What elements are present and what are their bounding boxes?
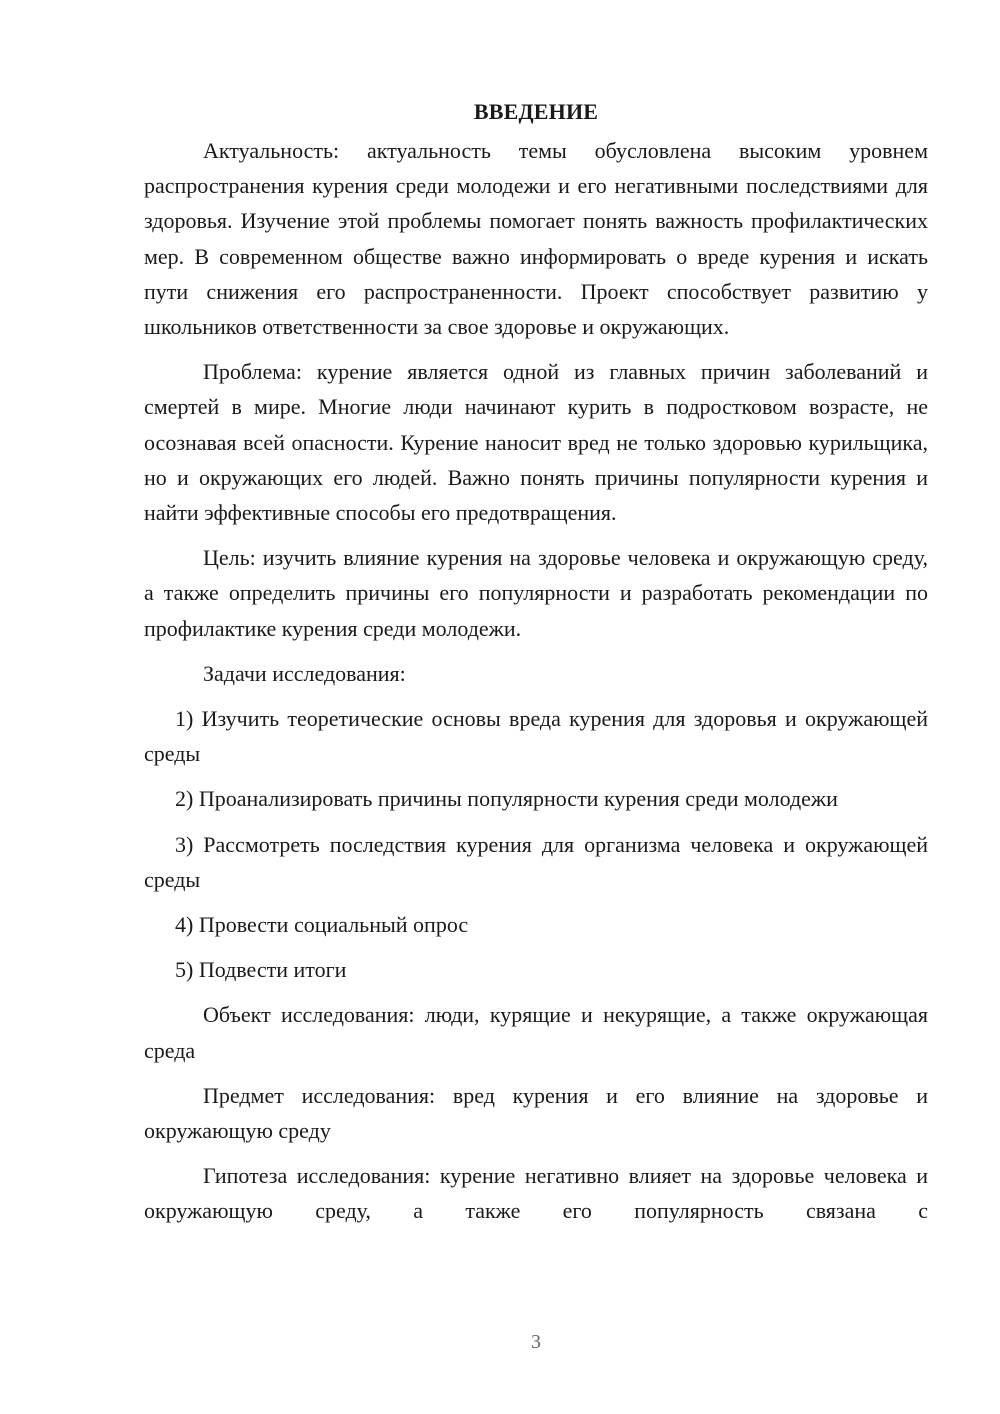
task-item-3: 3) Рассмотреть последствия курения для организма человека и окружающей среды (144, 831, 928, 892)
task-item-5: 5) Подвести итоги (175, 957, 347, 983)
goal-paragraph: Цель: изучить влияние курения на здоровье человека и окружающую среду, а также определить причины его популярности и разработать рекомендации по профилактике курения среди молодежи. (144, 545, 928, 641)
document-title: ВВЕДЕНИЕ (473, 99, 599, 124)
task-item-4: 4) Провести социальный опрос (175, 912, 469, 938)
research-object-paragraph: Объект исследования: люди, курящие и некурящие, а также окружающая среда (144, 1002, 928, 1063)
task-item-2: 2) Проанализировать причины популярности курения среди молодежи (175, 786, 838, 812)
relevance-paragraph: Актуальность: актуальность темы обусловлена высоким уровнем распространения курения среди молодежи и его негативными последствиями для здоровья. Изучение этой проблемы помогает понять важность профилактических мер. В современном обществе важно информировать о вреде курения и искать пути снижения его распространенности. Проект способствует развитию у школьников ответственности за свое здоровье и окружающих. (144, 138, 928, 340)
page-content (144, 94, 928, 1239)
research-subject-paragraph: Предмет исследования: вред курения и его влияние на здоровье и окружающую среду (144, 1082, 928, 1144)
problem-paragraph: Проблема: курение является одной из главных причин заболеваний и смертей в мире. Многие люди начинают курить в подростковом возрасте, не осознавая всей опасности. Курение наносит вред не только здоровью курильщика, но и окружающих его людей. Важно понять причины популярности курения и найти эффективные способы его предотвращения. (144, 359, 928, 526)
task-item-1: 1) Изучить теоретические основы вреда курения для здоровья и окружающей среды (144, 706, 928, 767)
page-number: 3 (531, 1331, 541, 1353)
hypothesis-paragraph: Гипотеза исследования: курение негативно влияет на здоровье человека и окружающую среду, а также его популярность связана с (144, 1163, 928, 1224)
tasks-heading: Задачи исследования: (203, 660, 406, 686)
